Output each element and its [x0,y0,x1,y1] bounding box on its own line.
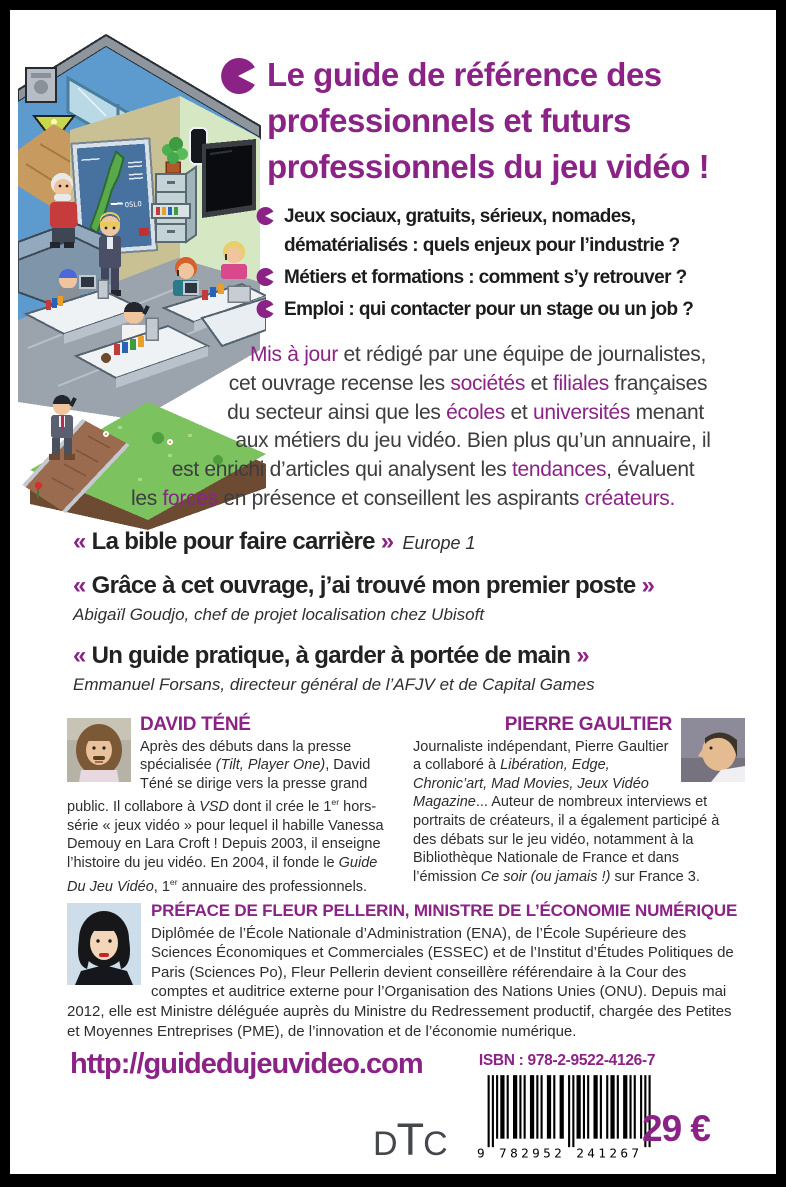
page-title [267,52,709,190]
publisher-letter: C [423,1125,447,1163]
map-oslo-label: OSLO [124,200,142,210]
preface-body: Diplômée de l’École Nationale d’Administration (ENA), de l’École Supérieure des Sciences Économiques et Commerciales (ESSEC) et de l’Institut d’Études Politiques de Paris (Sciences Po), Fleur Pellerin devient conseillère référendaire à la Cour des comptes et auditrice externe pour l’Organisation des Nations Unies (ONU). Depuis mai 2012, elle est Ministre déléguée auprès du Ministre du Redressement productif, chargée des Petites et Moyennes Entreprises (PME), de l’innovation et de l’économie numérique. [67,924,734,1040]
david-tene-photo [67,718,131,782]
close-quote-mark: » [380,528,394,555]
title-line: professionnels du jeu vidéo ! [267,148,710,185]
pierre-gaultier-photo [681,718,745,782]
pacman-bullet-icon [256,207,274,225]
barcode [477,1073,657,1162]
quote [73,572,763,625]
intro-line: cet ouvrage recense les sociétés et filiales françaises [228,371,708,395]
price: 29 € [642,1108,711,1149]
close-quote-mark: » [641,572,655,599]
bullet-list [256,202,742,327]
author-bio-david [67,716,399,896]
isbn-label: ISBN : 978-2-9522-4126-7 [478,1052,656,1069]
open-quote-mark: « [73,572,86,599]
back-cover-page [10,10,776,1174]
bullet-text: Métiers et formations : comment s’y retrouver ? [284,267,687,288]
fleur-pellerin-photo [67,903,141,985]
intro-line: les forces en présence et conseillent les aspirants créateurs. [130,486,676,510]
intro-line: du secteur ainsi que les écoles et universités menant [227,400,704,424]
intro-line: est enrichi d’articles qui analysent les tendances, évaluent [171,458,695,482]
list-item [256,202,742,260]
author-bio-pierre [413,716,745,896]
open-quote-mark: « [73,642,86,669]
quote-attribution: Europe 1 [402,533,476,553]
pacman-bullet-icon [256,268,274,286]
author-name: DAVID TÉNÉ [140,714,251,735]
filing-cabinet [152,167,196,242]
publisher-letter: T [396,1114,424,1165]
pacman-icon [220,58,256,94]
publisher-letter: D [373,1125,397,1163]
title-line: professionnels et futurs [267,102,631,139]
website-url[interactable]: http://guidedujeuvideo.com [70,1048,423,1080]
intro-line: Mis à jour et rédigé par une équipe de journalistes, [249,343,707,366]
press-quotes [73,528,763,695]
bullet-text: Emploi : qui contacter pour un stage ou un job ? [284,299,694,320]
preface-section [67,901,747,1041]
author-bio-text: Après des débuts dans la presse spécialisée (Tilt, Player One), David Téné se dirige vers la presse grand public. Il collabore à VSD dont il crée le 1er hors-série « jeux vidéo » pour lequel il habille Vanessa Demouy en Lara Croft ! Depuis 2003, il enseigne l’histoire du jeu vidéo. En 2004, il fonde le Guide Du Jeu Vidéo, 1er annuaire des professionnels. [67,738,384,895]
quote-attribution: Abigaïl Goudjo, chef de projet localisation chez Ubisoft [73,605,485,624]
author-name: PIERRE GAULTIER [504,714,672,735]
barcode-digits: 9 782952 241267 [477,1145,643,1161]
list-item [256,263,742,292]
open-quote-mark: « [73,528,86,555]
speaker-icon [26,68,56,102]
bullet-text: Jeux sociaux, gratuits, sérieux, nomades, dématérialisés : quels enjeux pour l’industrie ? [284,206,680,256]
intro-line: aux métiers du jeu vidéo. Bien plus qu’un annuaire, il [235,429,711,453]
quote-text: Un guide pratique, à garder à portée de main [91,642,571,669]
publisher-logo-dtc [373,1114,447,1166]
quote-text: La bible pour faire carrière [91,528,375,555]
quote [73,642,763,695]
preface-heading: PRÉFACE DE FLEUR PELLERIN, MINISTRE DE L’ÉCONOMIE NUMÉRIQUE [151,901,738,920]
author-bio-text: Journaliste indépendant, Pierre Gaultier a collaboré à Libération, Edge, Chronic’art, Mad Movies, Jeux Vidéo Magazine... Auteur de nombreux interviews et portraits de créateurs, il a également participé à des débats sur le jeu vidéo, notamment à la Bibliothèque Nationale de France et dans l’émission Ce soir (ou jamais !) sur France 3. [413,738,720,885]
author-bios [67,716,745,896]
quote-text: Grâce à cet ouvrage, j’ai trouvé mon premier poste [91,572,636,599]
title-block [220,52,709,190]
quote-attribution: Emmanuel Forsans, directeur général de l’AFJV et de Capital Games [73,675,595,694]
pacman-bullet-icon [256,300,274,318]
old-man-character [50,173,77,248]
intro-paragraph [50,341,756,514]
list-item [256,295,742,324]
title-line: Le guide de référence des [267,56,662,93]
close-quote-mark: » [576,642,589,669]
quote [73,528,763,556]
